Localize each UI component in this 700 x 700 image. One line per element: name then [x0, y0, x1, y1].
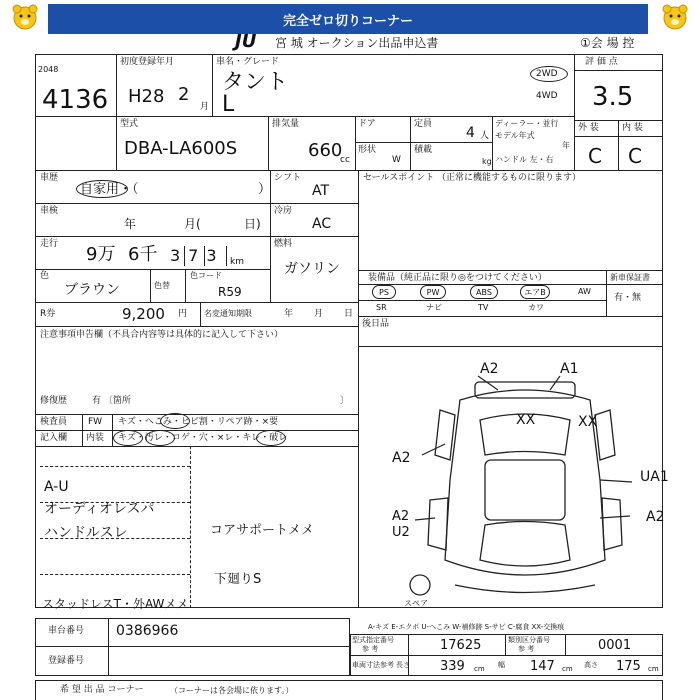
mark-u2-lower-left: U2 — [392, 525, 410, 540]
mileage-unit: km — [230, 257, 244, 267]
color-code-value: R59 — [218, 285, 242, 299]
repair-label: 修復歴 — [40, 396, 68, 406]
mark-ua1-right: UA1 — [640, 469, 669, 485]
vehicle-grade: L — [222, 92, 235, 117]
inspector-label: 検査員 — [40, 417, 68, 427]
fuel-label: 燃料 — [274, 239, 293, 249]
drive-4wd: 4WD — [536, 91, 558, 101]
inspection-day: 日) — [244, 217, 261, 231]
inspection-month: 月( — [184, 217, 201, 231]
color-code-label: 色コード — [190, 271, 222, 280]
fuel-value: ガソリン — [284, 261, 340, 277]
plate-label: 登録番号 — [48, 656, 85, 666]
height-label: 高さ — [584, 661, 598, 669]
mascot-left-icon — [10, 2, 40, 36]
history-close: ） — [258, 182, 272, 197]
notice-year: 年 — [284, 309, 294, 319]
inspector-row1: キズ・へこみ・ヒビ割・リペア跡・×要 — [118, 417, 279, 427]
spare-label: スペア — [404, 599, 428, 608]
equip-tv: TV — [478, 303, 489, 312]
back-seat-label: 後日品 — [362, 319, 390, 329]
registration-month-unit: 月 — [200, 102, 210, 112]
sales-point-label: セールスポイント （正常に機能するものに限ります） — [363, 173, 582, 183]
vehicle-name-label: 車名・グレード — [216, 57, 280, 67]
mark-a2-lower-left: A2 — [392, 509, 410, 524]
note-line-6: スタッドレスT・外AWメメ — [42, 597, 189, 611]
exterior-label: 外 装 — [578, 123, 599, 133]
vehicle-name: タント — [222, 70, 289, 95]
shift-value: AT — [312, 183, 330, 199]
aircon-value: AC — [312, 216, 332, 232]
banner-title: 完全ゼロ切りコーナー — [282, 13, 413, 29]
notice-deadline-label: 名変通知期限 — [204, 309, 252, 318]
mark-a2-left: A2 — [392, 450, 411, 466]
shift-label: シフト — [274, 173, 302, 183]
mileage-label: 走行 — [40, 239, 59, 249]
height-value: 175 — [616, 659, 641, 674]
exterior-grade: C — [588, 144, 602, 168]
equip-airbag: エアB — [520, 285, 550, 299]
equip-aw: AW — [578, 287, 591, 296]
type-spec-label-2: 類別区分番号 — [508, 636, 550, 644]
cc-label: 排気量 — [272, 119, 300, 129]
registration-month: 2 — [178, 84, 190, 105]
note-line-5: 下廻りS — [214, 572, 262, 587]
equipment-label: 装備品（純正品に限り◎をつけてください） — [368, 273, 547, 283]
new-car-warranty-label: 新車保証書 — [610, 273, 650, 282]
door-label: ドア — [358, 119, 376, 129]
registration-label: 初度登録年月 — [120, 57, 175, 67]
notice-day: 日 — [344, 309, 354, 319]
shape-label: 形状 — [358, 145, 377, 155]
length-unit: cm — [474, 665, 485, 673]
type-spec-sub-1: 参 考 — [362, 645, 379, 653]
capacity-label: 定員 — [414, 119, 433, 129]
width-unit: cm — [562, 665, 573, 673]
interior-grade: C — [628, 144, 642, 168]
equip-navi: ナビ — [426, 303, 442, 312]
type-spec-sub-2: 参 考 — [518, 645, 535, 653]
corner-banner — [48, 4, 648, 34]
capacity-unit: 人 — [480, 131, 490, 141]
model-label: 型式 — [120, 119, 139, 129]
history-value: 自家用・（ — [80, 182, 139, 197]
interior-label: 内 装 — [622, 123, 643, 133]
repair-value: 有 〔箇所 — [92, 396, 131, 406]
registration-era: H28 — [128, 86, 165, 107]
dimensions-label: 車両寸法参考 — [352, 661, 394, 669]
year-unit: 年 — [562, 141, 570, 150]
car-damage-diagram — [400, 360, 650, 610]
lot-number: 4136 — [42, 85, 109, 115]
mark-a2-right: A2 — [646, 509, 665, 525]
footer-note: （コーナーは各会場に依ります。） — [170, 686, 294, 695]
cc-unit: cc — [340, 155, 350, 165]
ju-logo: JU — [235, 31, 257, 52]
mileage-man: 9万 — [86, 244, 116, 265]
footer-label: 希 望 出 品 コーナー — [60, 685, 144, 695]
type-spec-value-1: 17625 — [440, 638, 482, 653]
mascot-right-icon — [660, 2, 690, 36]
drive-2wd: 2WD — [536, 69, 558, 79]
dealer-label: ディーラー・並行 — [495, 119, 559, 128]
inspector-fw: FW — [88, 417, 103, 427]
mileage-sen: 6千 — [128, 244, 158, 265]
note-line-4: コアサポートメメ — [210, 523, 314, 538]
mark-xx-right: XX — [578, 414, 598, 430]
score-label: 評 価 点 — [585, 57, 618, 67]
venue-copy-label: ①会 場 控 — [580, 36, 635, 50]
capacity-value: 4 — [466, 125, 475, 141]
history-label: 車歴 — [40, 173, 59, 183]
model-year-label: モデル年式 — [495, 131, 535, 140]
equip-ps: PS — [372, 285, 396, 299]
record-label: 記入欄 — [40, 433, 68, 443]
shape-value: W — [392, 155, 401, 165]
repair-close: 〕 — [340, 396, 350, 406]
height-unit: cm — [648, 665, 659, 673]
record-interior: 内装 — [86, 433, 105, 443]
notes-label: 注意事項申告欄（不具合内容等は具体的に記入して下さい） — [40, 330, 284, 340]
form-subtitle: 宮 城 オークション出品申込書 — [275, 36, 439, 50]
handle-label: ハンドル 左・右 — [495, 155, 554, 164]
mileage-rest: 373 — [170, 246, 225, 265]
color-label: 色 — [40, 271, 50, 281]
type-spec-label-1: 型式指定番号 — [352, 636, 394, 644]
note-line-3: ハンドルスレ — [44, 525, 128, 541]
recycle-value: 9,200 — [122, 305, 165, 323]
width-value: 147 — [530, 659, 555, 674]
chassis-label: 車台番号 — [48, 626, 85, 636]
mark-xx-left: XX — [516, 412, 536, 428]
aircon-label: 冷房 — [274, 206, 293, 216]
color-value: ブラウン — [64, 282, 120, 298]
inspection-year: 年 — [124, 217, 137, 231]
score-value: 3.5 — [592, 82, 634, 112]
load-unit: kg — [482, 157, 492, 166]
equip-leather: カワ — [528, 303, 544, 312]
equip-sr: SR — [376, 303, 387, 312]
lot-code: 2048 — [38, 65, 59, 74]
note-line-2: オーディオレスパ — [44, 501, 155, 517]
damage-legend: A-キズ E-エクボ U-へこみ W-補修跡 S-サビ C-腐食 XX-交換痕 — [368, 623, 565, 631]
mark-a1-top-right: A1 — [560, 361, 579, 377]
new-car-warranty-value: 有・無 — [614, 293, 642, 303]
equip-pw: PW — [420, 285, 446, 299]
width-label: 幅 — [498, 661, 505, 669]
cc-value: 660 — [308, 140, 343, 161]
mark-a2-top-left: A2 — [480, 361, 499, 377]
recycle-unit: 円 — [178, 309, 188, 319]
equip-abs: ABS — [470, 285, 498, 299]
type-spec-value-2: 0001 — [598, 638, 632, 653]
chassis-value: 0386966 — [116, 623, 179, 639]
inspector-row2: キズ・汚レ・コゲ・穴・×レ・キレ・破レ — [118, 433, 288, 443]
notice-month: 月 — [314, 309, 324, 319]
inspection-label: 車検 — [40, 206, 59, 216]
model-code: DBA-LA600S — [124, 138, 238, 159]
note-line-1: A-U — [44, 479, 69, 495]
recycle-label: R券 — [40, 309, 56, 319]
length-label: 長さ — [396, 661, 410, 669]
color-change-label: 色替 — [154, 281, 170, 290]
load-label: 積載 — [414, 145, 433, 155]
length-value: 339 — [440, 659, 465, 674]
